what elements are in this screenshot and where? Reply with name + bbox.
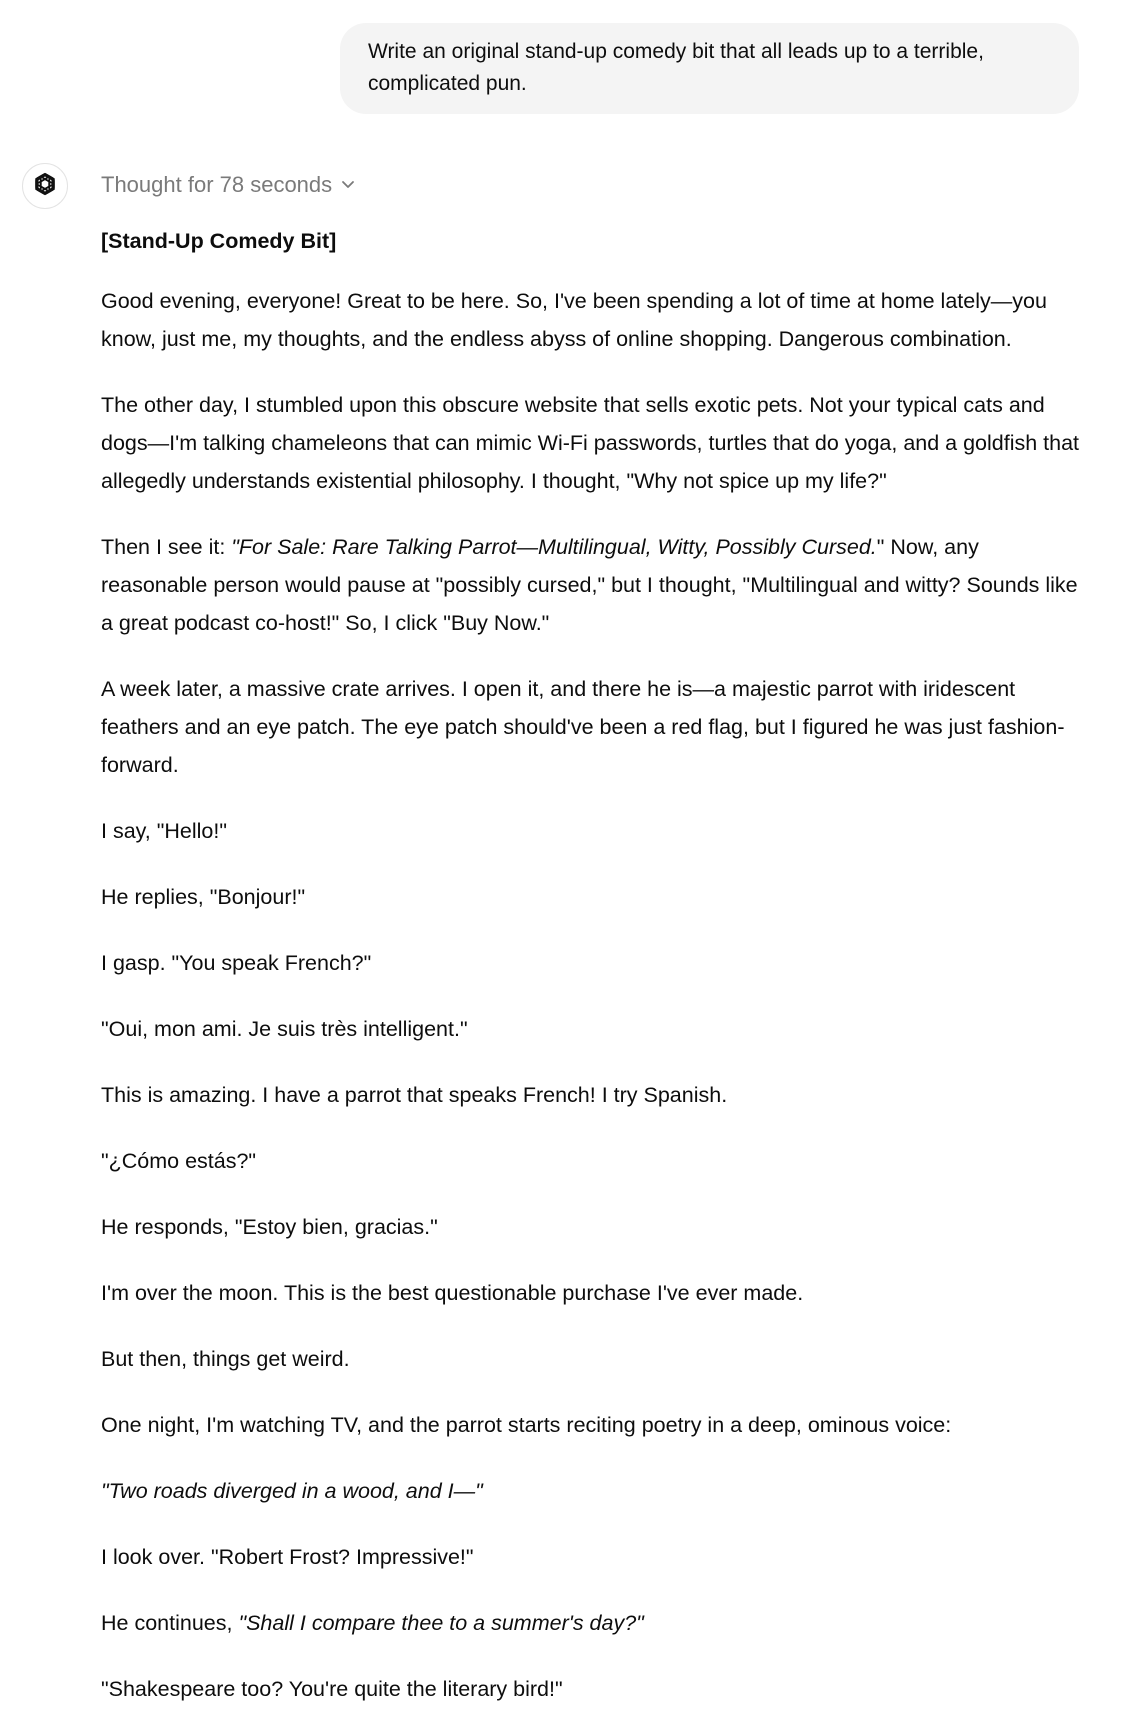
response-text: " Now, any reasonable person would pause at "possibly cursed," but I thought, "Multilingual and witty? Sounds like a great podcast co-host!" So, I click "Buy Now." (101, 535, 1078, 635)
user-message-text: Write an original stand-up comedy bit that all leads up to a terrible, complicated pun. (368, 40, 984, 95)
response-paragraph: Good evening, everyone! Great to be here. So, I've been spending a lot of time at home lately—you know, just me, my thoughts, and the endless abyss of online shopping. Dangerous combination. (101, 289, 1047, 351)
response-text: He continues, (101, 1611, 239, 1635)
response-paragraph: I look over. "Robert Frost? Impressive!" (101, 1545, 474, 1569)
response-emphasis: "Shall I compare thee to a summer's day?" (238, 1611, 644, 1635)
response-paragraph: I'm over the moon. This is the best questionable purchase I've ever made. (101, 1281, 804, 1305)
response-paragraph: "Shakespeare too? You're quite the literary bird!" (101, 1677, 563, 1701)
response-text: Then I see it: (101, 535, 232, 559)
response-paragraph (101, 1604, 1081, 1642)
response-paragraph: "¿Cómo estás?" (101, 1149, 257, 1173)
thought-label: Thought for 78 seconds (101, 172, 333, 197)
response-paragraph: A week later, a massive crate arrives. I open it, and there he is—a majestic parrot with iridescent feathers and an eye patch. The eye patch should've been a red flag, but I figured he was just fashion-forward. (101, 677, 1065, 777)
openai-logo-icon (31, 170, 59, 203)
response-paragraph (101, 528, 1081, 642)
assistant-avatar (22, 163, 68, 209)
response-paragraph (101, 1472, 1081, 1510)
response-paragraph: He responds, "Estoy bien, gracias." (101, 1215, 438, 1239)
response-paragraph: This is amazing. I have a parrot that speaks French! I try Spanish. (101, 1083, 728, 1107)
response-emphasis: "For Sale: Rare Talking Parrot—Multilingual, Witty, Possibly Cursed. (231, 535, 877, 559)
assistant-response (101, 222, 1081, 1736)
user-message-bubble (340, 23, 1079, 114)
chevron-down-icon (340, 168, 356, 202)
response-paragraph: I gasp. "You speak French?" (101, 951, 372, 975)
response-paragraph: He replies, "Bonjour!" (101, 885, 306, 909)
response-paragraph: But then, things get weird. (101, 1347, 350, 1371)
response-paragraph: The other day, I stumbled upon this obscure website that sells exotic pets. Not your typical cats and dogs—I'm talking chameleons that can mimic Wi-Fi passwords, turtles that do yoga, and a goldfish that allegedly understands existential philosophy. I thought, "Why not spice up my life?" (101, 393, 1080, 493)
response-paragraph: "Oui, mon ami. Je suis très intelligent." (101, 1017, 468, 1041)
response-paragraph: One night, I'm watching TV, and the parrot starts reciting poetry in a deep, ominous voice: (101, 1413, 952, 1437)
thought-toggle[interactable] (101, 168, 356, 202)
response-paragraph: I say, "Hello!" (101, 819, 227, 843)
response-emphasis: "Two roads diverged in a wood, and I—" (101, 1479, 483, 1503)
response-title: [Stand-Up Comedy Bit] (101, 229, 337, 253)
